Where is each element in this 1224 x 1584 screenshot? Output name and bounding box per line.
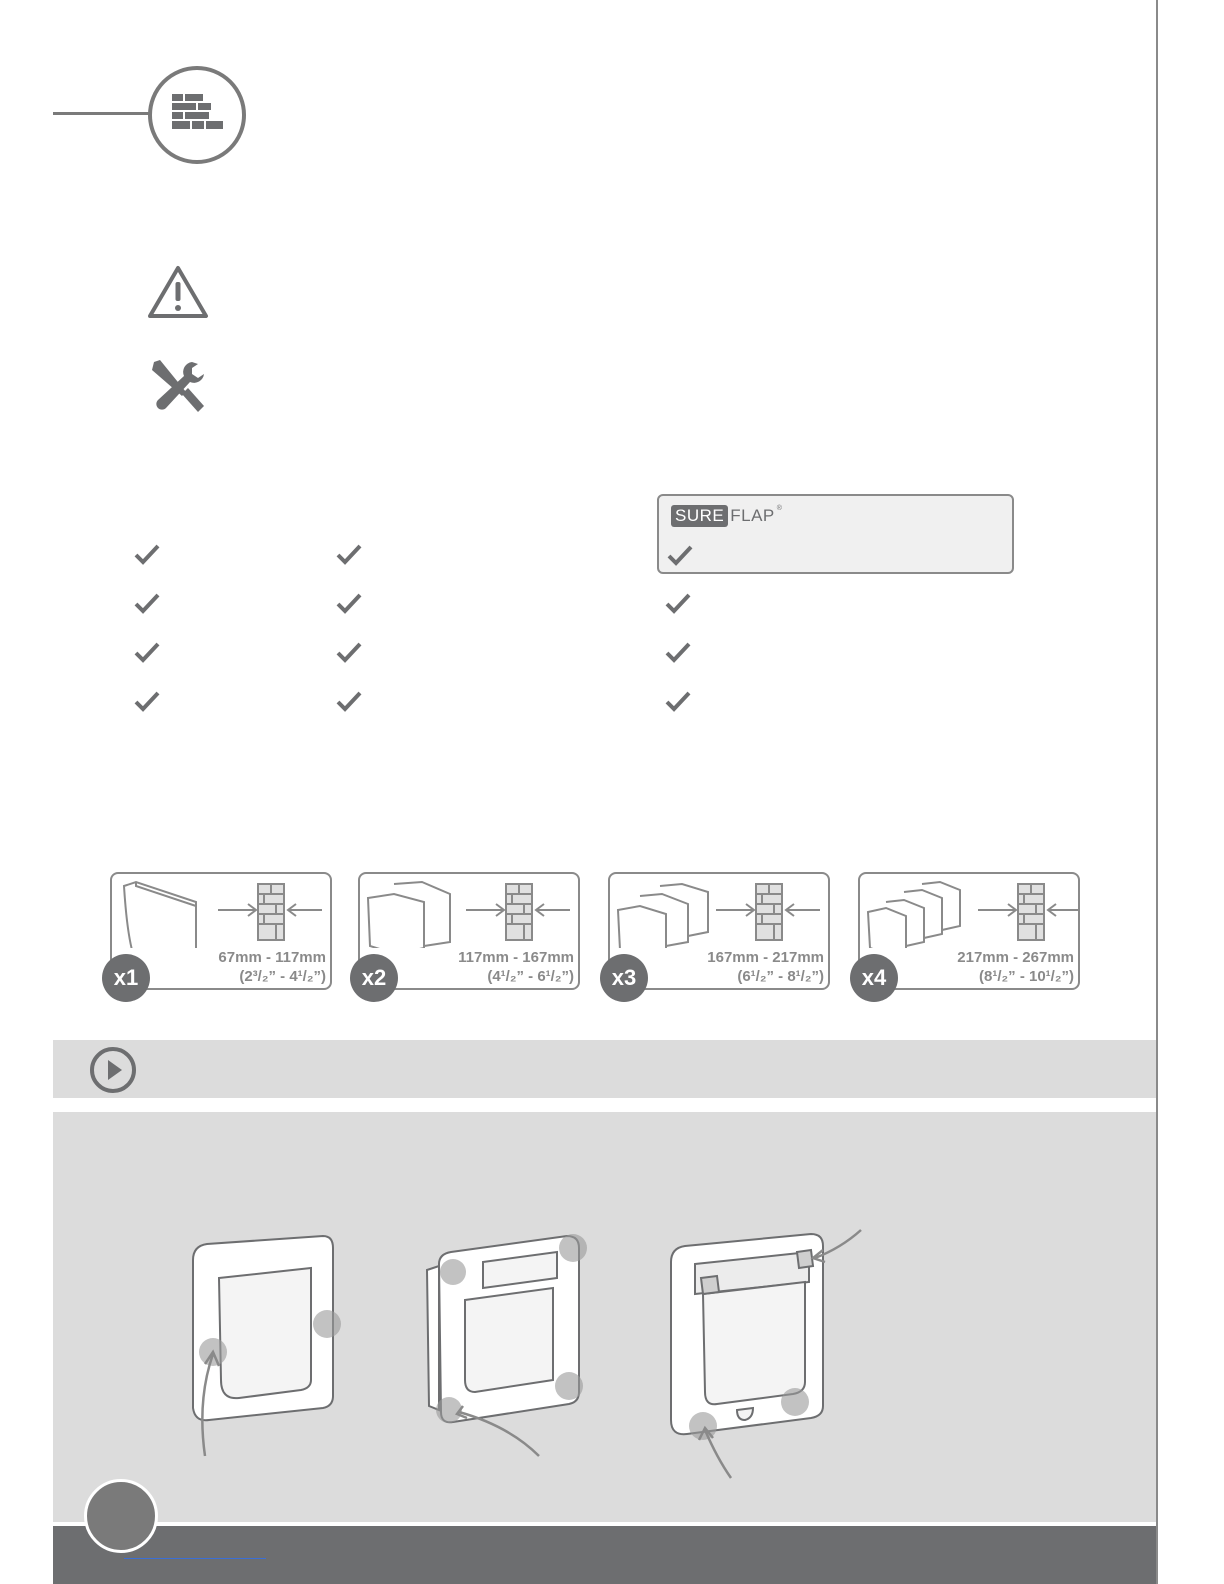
warning-triangle-icon <box>146 264 210 320</box>
flap-illustration-3 <box>661 1222 881 1482</box>
video-band <box>53 1040 1156 1098</box>
checkmark-icon <box>336 592 362 614</box>
page-right-rule <box>1156 0 1158 1584</box>
checkmark-icon <box>665 592 691 614</box>
checkmark-icon <box>336 690 362 712</box>
header-rule <box>53 112 153 115</box>
tunnel-range-in: (2³/₂” - 4¹/₂”) <box>239 968 326 985</box>
play-circle-icon[interactable] <box>89 1046 137 1094</box>
sureflap-logo <box>671 505 782 527</box>
flap-illustration-1 <box>183 1230 383 1470</box>
checkmark-icon <box>134 543 160 565</box>
tunnel-extension-illustration <box>366 880 580 948</box>
tunnel-range-4 <box>934 948 1074 986</box>
checkmark-icon <box>336 641 362 663</box>
tunnel-extension-illustration <box>118 880 332 948</box>
checkmark-icon <box>134 690 160 712</box>
tunnel-range-2 <box>434 948 574 986</box>
tunnel-range-in: (8¹/₂” - 10¹/₂”) <box>978 968 1074 985</box>
logo-flap: FLAP <box>730 506 775 525</box>
tunnel-range-mm: 217mm - 267mm <box>957 949 1074 966</box>
logo-sure: SURE <box>671 505 728 527</box>
tunnel-extension-illustration <box>866 880 1080 948</box>
checkmark-icon <box>336 543 362 565</box>
tunnel-range-1 <box>186 948 326 986</box>
tunnel-range-mm: 67mm - 117mm <box>218 949 326 966</box>
sureflap-product-box <box>657 494 1014 574</box>
tunnel-range-mm: 117mm - 167mm <box>458 949 574 966</box>
tunnel-badge-4: x4 <box>850 954 898 1002</box>
tunnel-range-mm: 167mm - 217mm <box>707 949 824 966</box>
checkmark-icon <box>665 641 691 663</box>
tunnel-range-in: (6¹/₂” - 8¹/₂”) <box>737 968 824 985</box>
footer-bar <box>53 1526 1156 1584</box>
footer-link[interactable] <box>124 1558 266 1559</box>
illustration-panel <box>53 1112 1156 1522</box>
checkmark-icon <box>134 641 160 663</box>
checkmark-icon <box>665 690 691 712</box>
tunnel-range-in: (4¹/₂” - 6¹/₂”) <box>487 968 574 985</box>
tunnel-badge-2: x2 <box>350 954 398 1002</box>
checkmark-icon <box>667 544 693 566</box>
brick-wall-icon <box>152 70 242 160</box>
checkmark-icon <box>134 592 160 614</box>
header-circle <box>148 66 246 164</box>
page-number-circle <box>84 1479 158 1553</box>
tunnel-extension-illustration <box>616 880 830 948</box>
tunnel-range-3 <box>684 948 824 986</box>
tunnel-badge-1: x1 <box>102 954 150 1002</box>
tools-icon <box>148 358 208 418</box>
logo-registered: ® <box>776 505 782 512</box>
tunnel-badge-3: x3 <box>600 954 648 1002</box>
flap-illustration-2 <box>419 1230 619 1470</box>
